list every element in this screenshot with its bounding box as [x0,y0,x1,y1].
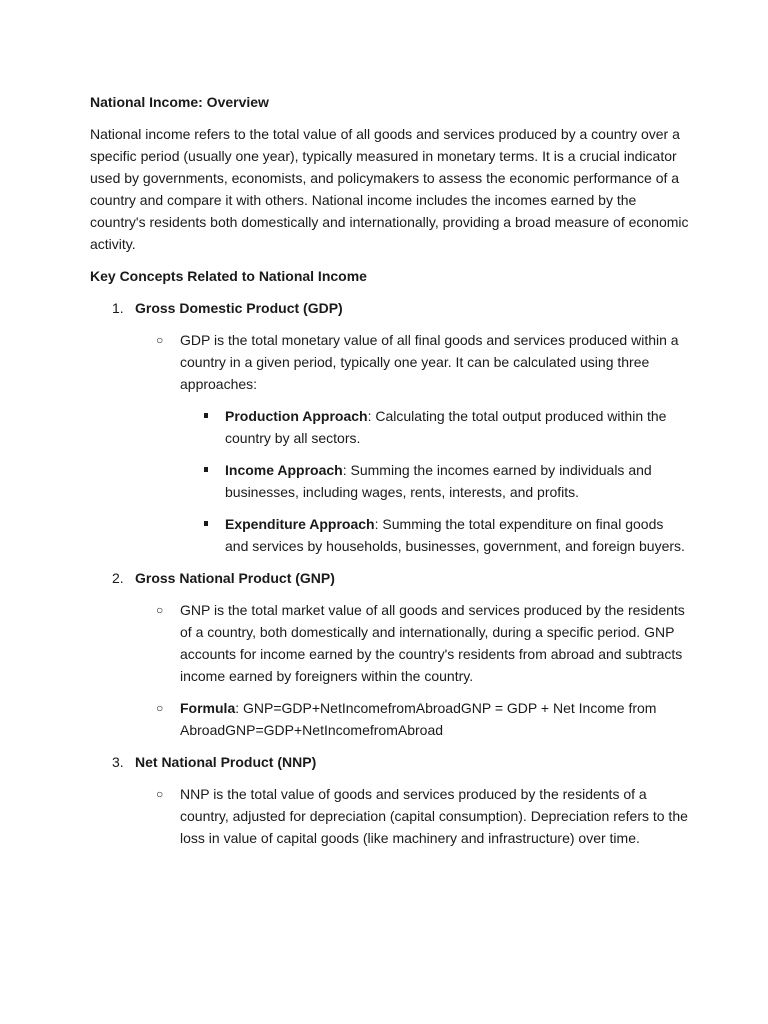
point-text: GDP is the total monetary value of all final goods and services produced within a country in a given period, typically one year. It can be calculated using three approaches: [180,332,679,392]
term-income: Income Approach [225,462,343,478]
term-production: Production Approach [225,408,368,424]
square-bullet-icon [204,521,208,526]
nested-list [180,405,690,557]
item-title: Gross Domestic Product (GDP) [135,300,343,316]
formula-text: : GNP=GDP+NetIncomefromAbroadGNP = GDP + Net Income from AbroadGNP=GDP+NetIncomefromAbroad [180,700,657,738]
document-page [90,91,690,859]
concepts-list [90,297,690,849]
term-income-text: : Summing the incomes earned by individuals and businesses, including wages, rents, interests, and profits. [225,462,652,500]
key-concepts-heading: Key Concepts Related to National Income [90,268,367,284]
circle-bullet-icon: ○ [156,701,164,715]
sub-list-item [135,599,690,687]
sub-list-item [135,329,690,557]
sub-list [135,599,690,741]
circle-bullet-icon: ○ [156,787,164,801]
intro-paragraph: National income refers to the total value of all goods and services produced by a country over a specific period (usually one year), typically measured in monetary terms. It is a crucial indicator used by governments, economists, and policymakers to assess the economic performance of a country and compare it with others. National income includes the incomes earned by the country's residents both domestically and internationally, providing a broad measure of economic activity. [90,126,689,252]
sub-list-item [135,783,690,849]
nested-list-item [180,513,690,557]
sub-list [135,329,690,557]
nested-list-item [180,405,690,449]
nested-list-item [180,459,690,503]
point-text: NNP is the total value of goods and services produced by the residents of a country, adjusted for depreciation (capital consumption). Depreciation refers to the loss in value of capital goods (like machinery and infrastructure) over time. [180,786,688,846]
circle-bullet-icon: ○ [156,603,164,617]
item-number: 1. [112,300,124,316]
item-title: Net National Product (NNP) [135,754,317,770]
square-bullet-icon [204,413,208,418]
term-production-text: : Calculating the total output produced within the country by all sectors. [225,408,667,446]
term-formula: Formula [180,700,236,716]
sub-list [135,783,690,849]
nested-point [225,405,690,449]
item-number: 2. [112,570,124,586]
point-text: GNP is the total market value of all goods and services produced by the residents of a country, both domestically and internationally, during a specific period. GNP accounts for income earned by the country's residents from abroad and subtracts income earned by foreigners within the country. [180,602,685,684]
list-item [90,567,690,741]
item-title: Gross National Product (GNP) [135,570,335,586]
item-number: 3. [112,754,124,770]
list-item [90,751,690,849]
sub-list-item [135,697,690,741]
term-expenditure: Expenditure Approach [225,516,375,532]
formula-point [180,697,690,741]
nested-point [225,513,690,557]
list-item [90,297,690,557]
term-expenditure-text: : Summing the total expenditure on final goods and services by households, businesses, government, and foreign buyers. [225,516,685,554]
circle-bullet-icon: ○ [156,333,164,347]
square-bullet-icon [204,467,208,472]
nested-point [225,459,690,503]
document-heading: National Income: Overview [90,94,269,110]
